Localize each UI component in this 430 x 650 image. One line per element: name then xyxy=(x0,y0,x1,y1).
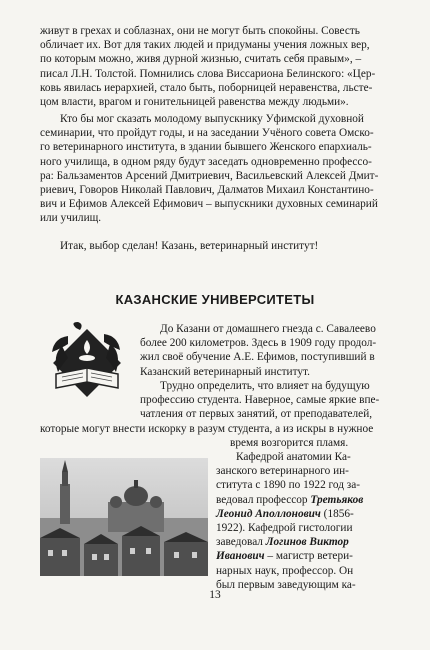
text-line: Трудно определить, что влияет на будущую xyxy=(160,379,370,392)
lamp-book-emblem-icon xyxy=(42,322,132,404)
text-line: ра: Бальзаментов Арсений Дмитриевич, Васильевский Алексей Дмит- xyxy=(40,169,379,182)
right-column-text xyxy=(216,450,390,592)
person-name: Леонид Аполлонович xyxy=(216,507,321,520)
text-line: более 200 километров. Здесь в 1909 году продол- xyxy=(140,337,377,350)
text-line: ного училища, в одном ряду будут заседать одновременно профессо- xyxy=(40,155,372,168)
text-line: был первым заведующим ка- xyxy=(216,578,356,591)
text-line xyxy=(216,493,390,507)
text-line: нарных наук, профессор. Он xyxy=(216,564,354,577)
section-title: КАЗАНСКИЕ УНИВЕРСИТЕТЫ xyxy=(115,292,315,307)
top-paragraph-1 xyxy=(40,24,390,109)
text-line: жил своё обучение А.Е. Ефимов, поступивший в xyxy=(140,351,375,364)
text-line: или училищ. xyxy=(40,212,102,225)
text-line: вич и Ефимов Алексей Ефимович – выпускники духовных семинарий xyxy=(40,198,378,211)
text-line: риевич, Говоров Николай Павлович, Далматов Михаил Константино- xyxy=(40,184,374,197)
text-fragment: – магистр ветери- xyxy=(264,550,353,563)
person-name: Третьяков xyxy=(310,493,364,506)
text-line: время возгорится пламя. xyxy=(230,437,349,449)
text-line xyxy=(216,507,390,521)
person-name: Логинов Виктор xyxy=(265,536,349,549)
text-line xyxy=(216,549,390,563)
text-line: по которым можно, живя дурной жизнью, считать себя правым», – xyxy=(40,53,362,66)
page-number: 13 xyxy=(209,589,221,601)
text-line: живут в грехах и соблазнах, они не могут быть спокойны. Совесть xyxy=(40,25,360,37)
text-fragment: (1856- xyxy=(320,507,354,520)
text-line: ковь явилась иерархией, стало быть, поборницей неравенства, льсте- xyxy=(40,81,373,94)
intro-paragraph-2-full-line xyxy=(40,422,392,436)
text-line: семинарии, что пройдут годы, и на заседании Учёного совета Омско- xyxy=(40,127,374,140)
text-line: профессию студента. Наверное, самые яркие впе- xyxy=(140,394,380,407)
kazan-cityscape-photo xyxy=(40,458,208,576)
top-paragraph-2 xyxy=(40,112,390,226)
text-line: го ветеринарного института, в здании бывшего Женского епархиаль- xyxy=(40,141,372,154)
text-line xyxy=(216,535,390,549)
intro-paragraph-2-tail xyxy=(230,436,390,450)
text-line: которые могут внести искорку в разум студента, а из искры в нужное xyxy=(40,423,374,435)
intro-paragraph-1 xyxy=(140,322,390,421)
text-line: Кто бы мог сказать молодому выпускнику Уфимской духовной xyxy=(60,113,364,125)
text-line: писал Л.Н. Толстой. Помнились слова Виссариона Белинского: «Цер- xyxy=(40,67,376,80)
text-line: Кафедрой анатомии Ка- xyxy=(236,451,351,463)
top-paragraph-3 xyxy=(40,239,390,253)
text-line: Казанский ветеринарный институт. xyxy=(140,365,310,378)
text-line: чатления от первых занятий, от преподавателей, xyxy=(140,408,373,421)
text-fragment: ведовал профессор xyxy=(216,493,311,506)
person-name: Иванович xyxy=(216,550,265,563)
text-line: цом власти, врагом и гонительницей равенства между людьми». xyxy=(40,96,349,109)
text-fragment: заведовал xyxy=(216,536,266,549)
text-line: Итак, выбор сделан! Казань, ветеринарный институт! xyxy=(60,240,319,252)
text-line: До Казани от домашнего гнезда с. Савалеево xyxy=(160,323,376,335)
text-line: ститута с 1890 по 1922 год за- xyxy=(216,479,361,492)
text-line: обличает их. Вот для таких людей и придуманы учения ложных вер, xyxy=(40,39,370,52)
text-line: занского ветеринарного ин- xyxy=(216,465,349,478)
text-line: 1922). Кафедрой гистологии xyxy=(216,522,353,535)
